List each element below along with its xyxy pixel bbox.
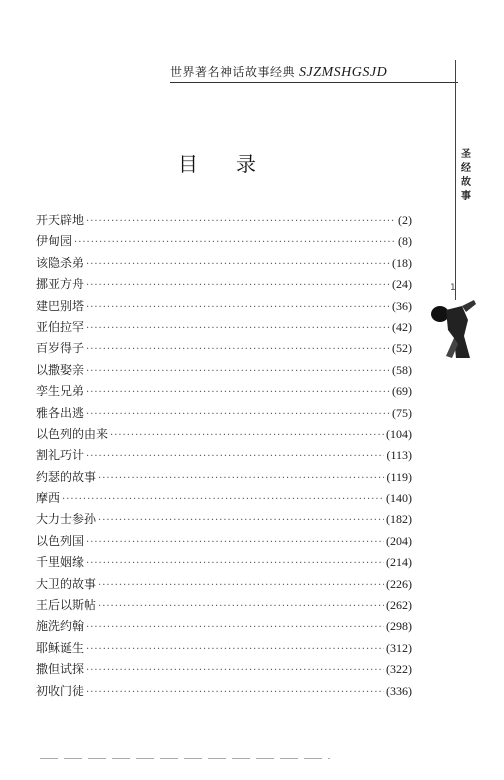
toc-entry-title: 撒但试探 (36, 662, 85, 677)
toc-entry-title: 以色列国 (36, 533, 85, 548)
toc-leader-dots (86, 318, 390, 339)
toc-entry (36, 509, 412, 530)
toc-entry (36, 531, 412, 552)
toc-entry (36, 445, 412, 466)
toc-leader-dots (86, 339, 390, 360)
toc-entry-title: 以色列的由来 (36, 426, 109, 441)
toc-entry-page: (113) (386, 448, 412, 463)
toc-leader-dots (86, 660, 384, 681)
toc-entry-title: 以撒娶亲 (36, 362, 85, 377)
toc-entry (36, 253, 412, 274)
toc-entry-title: 孪生兄弟 (36, 384, 85, 399)
toc-entry-page: (58) (392, 362, 412, 377)
series-title: 世界著名神话故事经典 (170, 65, 296, 79)
toc-entry-page: (8) (398, 234, 412, 249)
toc-leader-dots (86, 361, 390, 382)
toc-entry (36, 595, 412, 616)
table-of-contents (36, 210, 412, 702)
toc-entry (36, 296, 412, 317)
toc-entry-page: (214) (386, 555, 412, 570)
toc-entry-page: (119) (386, 469, 412, 484)
toc-entry (36, 488, 412, 509)
toc-entry-page: (104) (386, 426, 412, 441)
toc-leader-dots (86, 553, 384, 574)
toc-entry-page: (262) (386, 598, 412, 613)
toc-entry-page: (52) (392, 341, 412, 356)
toc-entry-title: 千里姻缘 (36, 555, 85, 570)
toc-entry-title: 伊甸园 (36, 234, 73, 249)
toc-leader-dots (86, 617, 384, 638)
side-rule (455, 60, 456, 300)
header-rule (170, 82, 458, 83)
toc-entry-page: (36) (392, 298, 412, 313)
toc-entry-title: 初收门徒 (36, 683, 85, 698)
toc-entry (36, 231, 412, 252)
toc-entry (36, 467, 412, 488)
toc-entry (36, 574, 412, 595)
toc-leader-dots (86, 254, 390, 275)
toc-entry-page: (2) (398, 213, 412, 227)
toc-leader-dots (86, 446, 384, 467)
toc-entry-page: (18) (392, 255, 412, 270)
toc-leader-dots (86, 382, 390, 403)
page-title: 目录 (178, 152, 294, 176)
toc-entry-title: 大力士参孙 (36, 512, 97, 527)
toc-entry-page: (322) (386, 662, 412, 677)
toc-leader-dots (98, 510, 384, 531)
toc-entry-title: 大卫的故事 (36, 576, 97, 591)
toc-entry-page: (182) (386, 512, 412, 527)
toc-leader-dots (110, 425, 384, 446)
toc-leader-dots (98, 468, 384, 489)
series-header (170, 63, 387, 81)
toc-entry (36, 681, 412, 702)
toc-entry-title: 百岁得子 (36, 341, 85, 356)
toc-entry-page: (140) (386, 491, 412, 506)
figure-illustration (428, 290, 480, 362)
toc-leader-dots (86, 682, 384, 703)
toc-leader-dots (98, 596, 384, 617)
toc-leader-dots (86, 211, 396, 232)
toc-entry-page: (42) (392, 319, 412, 334)
toc-entry (36, 381, 412, 402)
toc-entry (36, 274, 412, 295)
toc-entry (36, 338, 412, 359)
toc-entry-title: 开天辟地 (36, 213, 85, 227)
side-label: 圣经故事 (461, 149, 471, 202)
toc-entry-page: (69) (392, 384, 412, 399)
toc-leader-dots (86, 639, 384, 660)
toc-entry-title: 割礼巧计 (36, 448, 85, 463)
toc-entry-title: 施洗约翰 (36, 619, 85, 634)
toc-entry-title: 该隐杀弟 (36, 255, 85, 270)
toc-entry-title: 摩西 (36, 491, 61, 506)
toc-leader-dots (74, 232, 396, 253)
toc-entry-page: (75) (392, 405, 412, 420)
toc-entry (36, 210, 412, 231)
toc-entry-page: (226) (386, 576, 412, 591)
toc-entry-page: (336) (386, 683, 412, 698)
toc-entry-title: 王后以斯帖 (36, 598, 97, 613)
toc-entry-title: 建巴别塔 (36, 298, 85, 313)
toc-leader-dots (98, 575, 384, 596)
toc-entry-title: 雅各出逃 (36, 405, 85, 420)
side-page-number: 1 (450, 283, 456, 293)
toc-leader-dots (86, 532, 384, 553)
toc-entry-page: (298) (386, 619, 412, 634)
series-code: SJZMSHGSJD (299, 65, 388, 80)
bottom-rule (40, 758, 330, 759)
toc-leader-dots (62, 489, 384, 510)
toc-leader-dots (86, 297, 390, 318)
toc-entry (36, 552, 412, 573)
toc-entry-page: (24) (392, 277, 412, 292)
toc-entry-title: 耶稣诞生 (36, 640, 85, 655)
toc-entry-title: 挪亚方舟 (36, 277, 85, 292)
toc-entry (36, 403, 412, 424)
toc-entry-title: 亚伯拉罕 (36, 319, 85, 334)
toc-leader-dots (86, 275, 390, 296)
toc-entry (36, 659, 412, 680)
toc-entry (36, 424, 412, 445)
toc-entry-page: (312) (386, 640, 412, 655)
toc-entry (36, 638, 412, 659)
toc-entry (36, 360, 412, 381)
toc-entry-page: (204) (386, 533, 412, 548)
toc-entry (36, 317, 412, 338)
toc-entry (36, 616, 412, 637)
toc-leader-dots (86, 404, 390, 425)
toc-entry-title: 约瑟的故事 (36, 469, 97, 484)
